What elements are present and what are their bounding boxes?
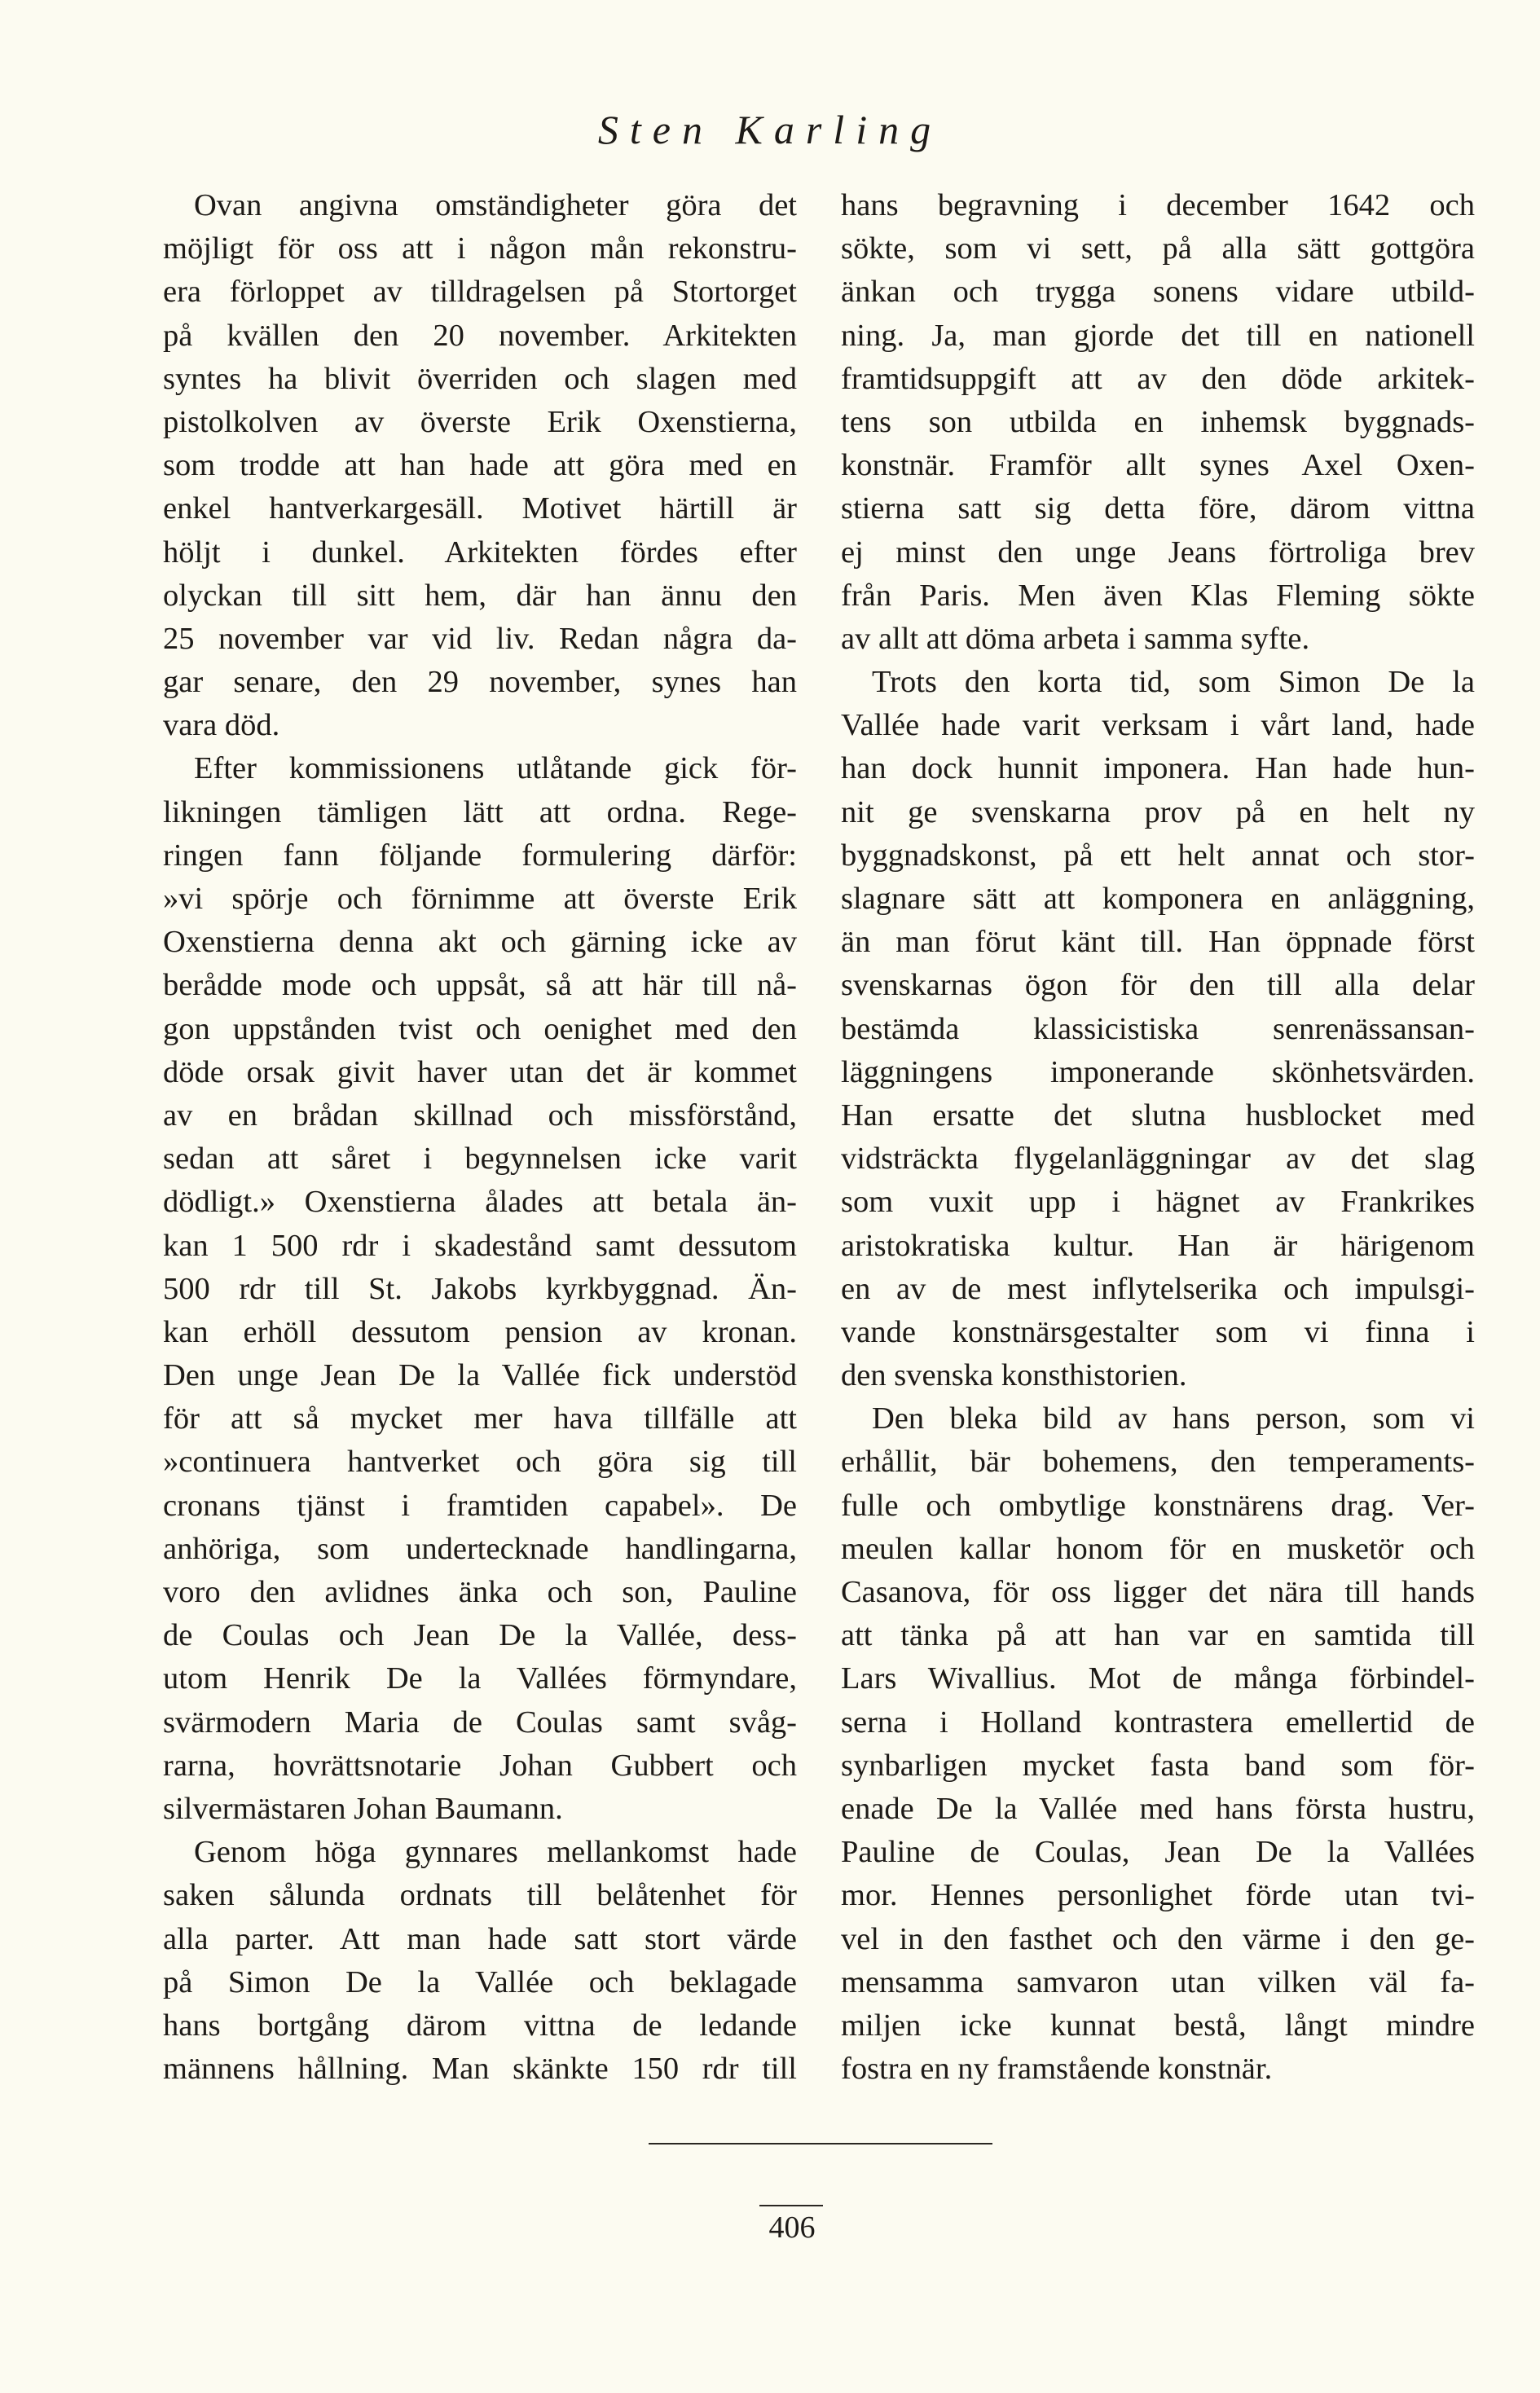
text-line: era förloppet av tilldragelsen på Stortorget <box>163 275 797 310</box>
text-line: på Simon De la Vallée och beklagade <box>163 1964 797 1999</box>
text-line: kan erhöll dessutom pension av kronan. <box>163 1314 797 1349</box>
text-line: den svenska konsthistorien. <box>841 1358 1187 1393</box>
text-line: berådde mode och uppsåt, så att här till nå- <box>163 968 797 1003</box>
text-line: slagnare sätt att komponera en anläggning, <box>841 882 1475 916</box>
paragraph <box>163 1831 797 2091</box>
text-line: änkan och trygga sonens vidare utbild- <box>841 275 1475 310</box>
text-line: vande konstnärsgestalter som vi finna i <box>841 1314 1475 1349</box>
text-line: Genom höga gynnares mellankomst hade <box>194 1835 797 1870</box>
text-line: av en brådan skillnad och missförstånd, <box>163 1098 797 1133</box>
text-line: enkel hantverkargesäll. Motivet härtill är <box>163 491 797 526</box>
text-line: läggningens imponerande skönhetsvärden. <box>841 1054 1475 1089</box>
page-number: 406 <box>768 2210 816 2245</box>
text-line: ringen fann följande formulering därför: <box>163 838 797 873</box>
text-line: från Paris. Men även Klas Fleming sökte <box>841 578 1475 613</box>
text-line: Den bleka bild av hans person, som vi <box>872 1401 1475 1436</box>
running-title: Sten Karling <box>597 107 943 152</box>
text-line: vara död. <box>163 708 280 743</box>
paragraph <box>163 184 797 747</box>
text-line: aristokratiska kultur. Han är härigenom <box>841 1228 1475 1263</box>
text-line: fostra en ny framstående konstnär. <box>841 2052 1273 2087</box>
text-line: kan 1 500 rdr i skadestånd samt dessutom <box>163 1228 797 1263</box>
text-line: Han ersatte det slutna husblocket med <box>841 1098 1475 1133</box>
text-line: konstnär. Framför allt synes Axel Oxen- <box>841 448 1475 483</box>
text-line: synbarligen mycket fasta band som för- <box>841 1748 1475 1783</box>
text-line: ej minst den unge Jeans förtroliga brev <box>841 534 1475 570</box>
text-line: Efter kommissionens utlåtande gick för- <box>194 751 797 786</box>
text-line: erhållit, bär bohemens, den temperaments- <box>841 1445 1475 1480</box>
paragraph <box>163 747 797 1831</box>
text-line: framtidsuppgift att av den döde arkitek- <box>841 361 1475 396</box>
paragraph <box>841 661 1475 1397</box>
paragraph <box>841 184 1475 661</box>
text-line: Ovan angivna omständigheter göra det <box>194 188 797 222</box>
text-line: sökte, som vi sett, på alla sätt gottgöra <box>841 231 1475 266</box>
text-line: meulen kallar honom för en musketör och <box>841 1531 1475 1566</box>
text-line: svärmodern Maria de Coulas samt svåg- <box>163 1705 797 1740</box>
text-line: saken sålunda ordnats till belåtenhet för <box>163 1878 797 1913</box>
text-line: likningen tämligen lätt att ordna. Rege- <box>163 794 797 829</box>
text-line: Pauline de Coulas, Jean De la Vallées <box>841 1835 1475 1870</box>
text-line: Casanova, för oss ligger det nära till hands <box>841 1575 1475 1609</box>
text-line: höljt i dunkel. Arkitekten fördes efter <box>163 534 797 570</box>
text-line: fulle och ombytlige konstnärens drag. Ver- <box>841 1488 1475 1523</box>
footnote-divider <box>649 2143 992 2144</box>
text-line: enade De la Vallée med hans första hustru, <box>841 1791 1475 1826</box>
text-line: Oxenstierna denna akt och gärning icke av <box>163 925 797 960</box>
text-line: rarna, hovrättsnotarie Johan Gubbert och <box>163 1748 797 1783</box>
text-line: alla parter. Att man hade satt stort värde <box>163 1921 797 1956</box>
text-line: bestämda klassicistiska senrenässansan- <box>841 1011 1475 1046</box>
page-number-rule <box>759 2205 823 2206</box>
paragraph <box>841 1397 1475 2091</box>
text-line: olyckan till sitt hem, där han ännu den <box>163 578 797 613</box>
text-line: »continuera hantverket och göra sig till <box>163 1445 797 1480</box>
text-line: 500 rdr till St. Jakobs kyrkbyggnad. Än- <box>163 1271 797 1306</box>
text-line: mensamma samvaron utan vilken väl fa- <box>841 1964 1475 1999</box>
text-line: stierna satt sig detta före, därom vittna <box>841 491 1475 526</box>
text-line: dödligt.» Oxenstierna ålades att betala än- <box>163 1185 797 1220</box>
text-line: »vi spörje och förnimme att överste Erik <box>163 882 797 916</box>
text-line: syntes ha blivit överriden och slagen med <box>163 361 797 396</box>
text-line: som vuxit upp i hägnet av Frankrikes <box>841 1185 1475 1220</box>
text-line: Trots den korta tid, som Simon De la <box>872 665 1475 700</box>
text-line: döde orsak givit haver utan det är kommet <box>163 1054 797 1089</box>
text-line: cronans tjänst i framtiden capabel». De <box>163 1488 797 1523</box>
text-line: de Coulas och Jean De la Vallée, dess- <box>163 1618 797 1653</box>
text-line: vidsträckta flygelanläggningar av det slag <box>841 1142 1475 1177</box>
text-line: nit ge svenskarna prov på en helt ny <box>841 794 1475 829</box>
text-line: av allt att döma arbeta i samma syfte. <box>841 621 1310 656</box>
text-line: silvermästaren Johan Baumann. <box>163 1791 563 1826</box>
text-line: serna i Holland kontrastera emellertid de <box>841 1705 1475 1740</box>
text-line: ning. Ja, man gjorde det till en nationell <box>841 318 1475 353</box>
text-line: sedan att såret i begynnelsen icke varit <box>163 1142 797 1177</box>
text-line: tens son utbilda en inhemsk byggnads- <box>841 404 1475 439</box>
text-line: Lars Wivallius. Mot de många förbindel- <box>841 1661 1475 1696</box>
text-line: miljen icke kunnat bestå, långt mindre <box>841 2008 1475 2043</box>
text-line: gon uppstånden tvist och oenighet med den <box>163 1011 797 1046</box>
text-line: Vallée hade varit verksam i vårt land, hade <box>841 708 1475 743</box>
text-line: voro den avlidnes änka och son, Pauline <box>163 1575 797 1609</box>
text-line: pistolkolven av överste Erik Oxenstierna, <box>163 404 797 439</box>
text-line: en av de mest inflytelserika och impulsgi- <box>841 1271 1475 1306</box>
right-column <box>841 184 1475 2091</box>
text-line: männens hållning. Man skänkte 150 rdr till <box>163 2052 797 2087</box>
text-line: han dock hunnit imponera. Han hade hun- <box>841 751 1475 786</box>
text-line: mor. Hennes personlighet förde utan tvi- <box>841 1878 1475 1913</box>
text-line: att tänka på att han var en samtida till <box>841 1618 1475 1653</box>
text-line: utom Henrik De la Vallées förmyndare, <box>163 1661 797 1696</box>
text-line: på kvällen den 20 november. Arkitekten <box>163 318 797 353</box>
left-column <box>163 184 797 2091</box>
text-line: som trodde att han hade att göra med en <box>163 448 797 483</box>
text-line: anhöriga, som undertecknade handlingarna, <box>163 1531 797 1566</box>
text-line: hans bortgång därom vittna de ledande <box>163 2008 797 2043</box>
text-line: Den unge Jean De la Vallée fick understöd <box>163 1358 797 1393</box>
text-line: svenskarnas ögon för den till alla delar <box>841 968 1475 1003</box>
text-line: hans begravning i december 1642 och <box>841 188 1475 222</box>
text-line: vel in den fasthet och den värme i den ge- <box>841 1921 1475 1956</box>
text-line: möjligt för oss att i någon mån rekonstru- <box>163 231 797 266</box>
text-line: än man förut känt till. Han öppnade först <box>841 925 1475 960</box>
text-line: för att så mycket mer hava tillfälle att <box>163 1401 797 1436</box>
text-line: 25 november var vid liv. Redan några da- <box>163 621 797 656</box>
text-line: byggnadskonst, på ett helt annat och stor- <box>841 838 1475 873</box>
text-line: gar senare, den 29 november, synes han <box>163 665 797 700</box>
